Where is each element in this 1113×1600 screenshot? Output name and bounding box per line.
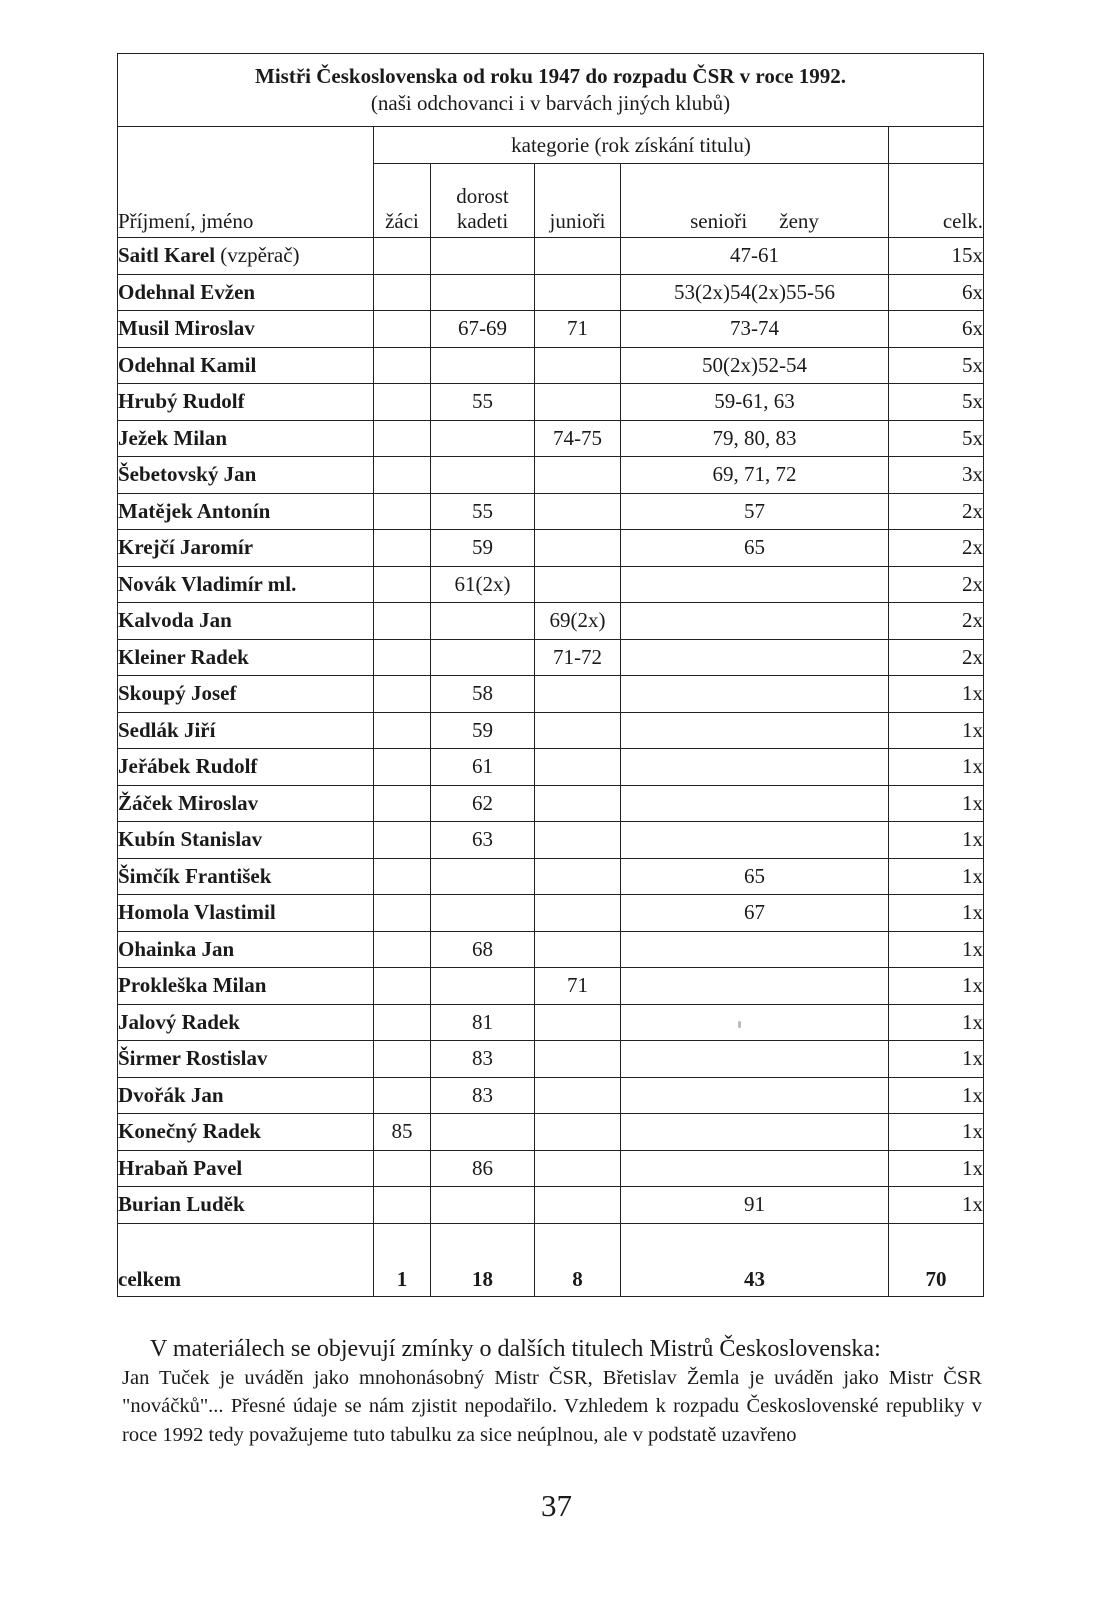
celk-cell: 1x [889, 822, 984, 859]
table-row [118, 1077, 984, 1114]
juniori-cell: 69(2x) [535, 603, 621, 640]
dorost-cell: 58 [431, 676, 535, 713]
champion-name: Ježek Milan [118, 420, 374, 457]
dorost-cell: 81 [431, 1004, 535, 1041]
seniori-cell [621, 785, 889, 822]
champion-name: Skoupý Josef [118, 676, 374, 713]
juniori-cell [535, 530, 621, 567]
table-title: Mistři Československa od roku 1947 do rozpadu ČSR v roce 1992. [255, 64, 847, 88]
seniori-cell: 67 [621, 895, 889, 932]
dorost-cell: 55 [431, 384, 535, 421]
celk-cell: 1x [889, 1077, 984, 1114]
zaci-cell: 85 [374, 1114, 431, 1151]
zaci-cell [374, 384, 431, 421]
seniori-cell: 91 [621, 1187, 889, 1224]
zaci-cell [374, 895, 431, 932]
table-row [118, 274, 984, 311]
dorost-cell: 62 [431, 785, 535, 822]
seniori-cell: 50(2x)52-54 [621, 347, 889, 384]
champion-name: Sedlák Jiří [118, 712, 374, 749]
juniori-cell [535, 785, 621, 822]
table-row [118, 749, 984, 786]
celk-cell: 15x [889, 238, 984, 275]
juniori-cell [535, 274, 621, 311]
seniori-cell [621, 1077, 889, 1114]
juniori-column-header: junioři [535, 164, 621, 238]
dorost-cell: 61 [431, 749, 535, 786]
dorost-cell: 61(2x) [431, 566, 535, 603]
juniori-cell [535, 1187, 621, 1224]
paragraph-first-line: V materiálech se objevují zmínky o dalších titulech Mistrů Československa: [150, 1336, 881, 1362]
table-row [118, 493, 984, 530]
celk-cell: 5x [889, 420, 984, 457]
seniori-cell [621, 1114, 889, 1151]
zaci-cell [374, 238, 431, 275]
table-row [118, 1041, 984, 1078]
zaci-cell [374, 347, 431, 384]
juniori-cell [535, 1004, 621, 1041]
dorost-cell [431, 858, 535, 895]
celk-cell: 2x [889, 566, 984, 603]
juniori-cell: 71 [535, 311, 621, 348]
zaci-cell [374, 822, 431, 859]
champion-name: Prokleška Milan [118, 968, 374, 1005]
dorost-cell [431, 639, 535, 676]
juniori-cell [535, 749, 621, 786]
name-column-header: Příjmení, jméno [118, 127, 374, 238]
table-row [118, 968, 984, 1005]
dorost-column-header: dorost kadeti [431, 164, 535, 238]
table-row [118, 822, 984, 859]
table-row [118, 1187, 984, 1224]
seniori-cell: 65 [621, 530, 889, 567]
seniori-cell [621, 1041, 889, 1078]
seniori-cell [621, 566, 889, 603]
seniori-cell: 59-61, 63 [621, 384, 889, 421]
seniori-column-header: senioři ženy [621, 164, 889, 238]
juniori-cell [535, 712, 621, 749]
seniori-cell [621, 603, 889, 640]
seniori-cell [621, 1150, 889, 1187]
dorost-cell [431, 420, 535, 457]
seniori-cell [621, 822, 889, 859]
champion-name: Šebetovský Jan [118, 457, 374, 494]
seniori-cell: 79, 80, 83 [621, 420, 889, 457]
zaci-cell [374, 1187, 431, 1224]
celk-cell: 2x [889, 530, 984, 567]
champion-name: Dvořák Jan [118, 1077, 374, 1114]
seniori-cell: 57 [621, 493, 889, 530]
celk-cell: 1x [889, 1187, 984, 1224]
dorost-cell [431, 1187, 535, 1224]
champion-name: Kalvoda Jan [118, 603, 374, 640]
dorost-cell: 59 [431, 712, 535, 749]
juniori-cell [535, 493, 621, 530]
champion-name: Matějek Antonín [118, 493, 374, 530]
champion-name: Širmer Rostislav [118, 1041, 374, 1078]
juniori-cell [535, 1114, 621, 1151]
champion-name: Saitl Karel (vzpěrač) [118, 238, 374, 275]
juniori-cell [535, 895, 621, 932]
table-subtitle: (naši odchovanci i v barvách jiných klubů) [370, 91, 731, 115]
table-row [118, 1004, 984, 1041]
table-row [118, 457, 984, 494]
dorost-cell: 83 [431, 1041, 535, 1078]
seniori-cell [621, 1004, 889, 1041]
table-row [118, 530, 984, 567]
seniori-cell [621, 712, 889, 749]
dorost-cell [431, 895, 535, 932]
celk-cell: 5x [889, 347, 984, 384]
table-row [118, 238, 984, 275]
juniori-cell [535, 457, 621, 494]
zaci-cell [374, 530, 431, 567]
seniori-cell [621, 931, 889, 968]
celk-cell: 1x [889, 968, 984, 1005]
seniori-cell: 69, 71, 72 [621, 457, 889, 494]
zaci-cell [374, 1077, 431, 1114]
seniori-cell [621, 639, 889, 676]
champion-name: Homola Vlastimil [118, 895, 374, 932]
dorost-cell [431, 347, 535, 384]
table-row [118, 384, 984, 421]
scan-speck [738, 1021, 741, 1028]
champion-name: Konečný Radek [118, 1114, 374, 1151]
celk-cell: 1x [889, 1114, 984, 1151]
champion-name: Hrubý Rudolf [118, 384, 374, 421]
seniori-cell: 53(2x)54(2x)55-56 [621, 274, 889, 311]
celk-cell: 1x [889, 712, 984, 749]
seniori-cell [621, 968, 889, 1005]
champion-name: Musil Miroslav [118, 311, 374, 348]
dorost-cell: 55 [431, 493, 535, 530]
zaci-cell [374, 749, 431, 786]
category-header: kategorie (rok získání titulu) [374, 127, 889, 164]
table-row [118, 347, 984, 384]
dorost-cell [431, 1114, 535, 1151]
celk-cell: 1x [889, 895, 984, 932]
champion-name: Ohainka Jan [118, 931, 374, 968]
table-row [118, 676, 984, 713]
champion-name: Hrabaň Pavel [118, 1150, 374, 1187]
champion-name: Šimčík František [118, 858, 374, 895]
dorost-cell [431, 238, 535, 275]
table-row [118, 311, 984, 348]
juniori-cell [535, 347, 621, 384]
zaci-cell [374, 420, 431, 457]
celk-cell: 2x [889, 639, 984, 676]
zaci-cell [374, 566, 431, 603]
page-number: 37 [541, 1488, 572, 1523]
dorost-cell [431, 274, 535, 311]
zaci-cell [374, 493, 431, 530]
champion-name: Odehnal Evžen [118, 274, 374, 311]
total-dorost-cell: 18 [431, 1223, 535, 1296]
zaci-cell [374, 712, 431, 749]
dorost-cell: 68 [431, 931, 535, 968]
champions-table [117, 53, 984, 1297]
celk-cell: 5x [889, 384, 984, 421]
celk-cell: 1x [889, 749, 984, 786]
table-row [118, 895, 984, 932]
celk-cell: 1x [889, 1004, 984, 1041]
dorost-cell: 59 [431, 530, 535, 567]
celk-cell: 6x [889, 311, 984, 348]
table-row [118, 931, 984, 968]
celk-cell: 1x [889, 1041, 984, 1078]
juniori-cell [535, 931, 621, 968]
dorost-cell: 86 [431, 1150, 535, 1187]
juniori-cell: 74-75 [535, 420, 621, 457]
champion-name: Kleiner Radek [118, 639, 374, 676]
champion-name: Burian Luděk [118, 1187, 374, 1224]
dorost-cell: 67-69 [431, 311, 535, 348]
dorost-cell [431, 603, 535, 640]
zaci-cell [374, 968, 431, 1005]
juniori-cell [535, 822, 621, 859]
juniori-cell [535, 1150, 621, 1187]
zaci-cell [374, 858, 431, 895]
celk-cell: 1x [889, 676, 984, 713]
closing-paragraph [122, 1335, 982, 1449]
juniori-cell [535, 1077, 621, 1114]
total-celk-cell: 70 [889, 1223, 984, 1296]
table-row [118, 785, 984, 822]
celk-cell: 1x [889, 785, 984, 822]
juniori-cell [535, 384, 621, 421]
total-zaci-cell: 1 [374, 1223, 431, 1296]
juniori-cell [535, 858, 621, 895]
table-row [118, 603, 984, 640]
dorost-cell [431, 457, 535, 494]
seniori-cell [621, 676, 889, 713]
juniori-cell: 71 [535, 968, 621, 1005]
table-title-row [118, 54, 984, 127]
juniori-cell [535, 676, 621, 713]
table-row [118, 1114, 984, 1151]
celk-column-header: celk. [889, 164, 984, 238]
total-label-cell: celkem [118, 1223, 374, 1296]
total-juniori-cell: 8 [535, 1223, 621, 1296]
table-row [118, 1150, 984, 1187]
zaci-cell [374, 457, 431, 494]
juniori-cell [535, 566, 621, 603]
zaci-cell [374, 1041, 431, 1078]
champion-name: Krejčí Jaromír [118, 530, 374, 567]
table-row [118, 858, 984, 895]
champion-name: Odehnal Kamil [118, 347, 374, 384]
total-row [118, 1223, 984, 1296]
champion-note: (vzpěrač) [220, 243, 300, 268]
zaci-cell [374, 274, 431, 311]
champion-name: Jeřábek Rudolf [118, 749, 374, 786]
dorost-cell: 63 [431, 822, 535, 859]
seniori-cell: 73-74 [621, 311, 889, 348]
celk-cell: 2x [889, 493, 984, 530]
juniori-cell: 71-72 [535, 639, 621, 676]
dorost-cell: 83 [431, 1077, 535, 1114]
table-row [118, 712, 984, 749]
champion-name: Kubín Stanislav [118, 822, 374, 859]
total-seniori-cell: 43 [621, 1223, 889, 1296]
paragraph-body: Jan Tuček je uváděn jako mnohonásobný Mistr ČSR, Břetislav Žemla je uváděn jako Mistr ČSR "nováčků"... Přesné údaje se nám zjistit nepodařilo. Vzhledem k rozpadu Československé republiky v roce 1992 tedy považujeme tuto tabulku za sice neúplnou, ale v podstatě uzavřeno [122, 1366, 982, 1446]
seniori-cell: 47-61 [621, 238, 889, 275]
zaci-column-header: žáci [374, 164, 431, 238]
seniori-cell [621, 749, 889, 786]
zaci-cell [374, 1004, 431, 1041]
table-row [118, 566, 984, 603]
dorost-cell [431, 968, 535, 1005]
juniori-cell [535, 1041, 621, 1078]
zaci-cell [374, 311, 431, 348]
juniori-cell [535, 238, 621, 275]
zaci-cell [374, 931, 431, 968]
celk-cell: 3x [889, 457, 984, 494]
champion-name: Novák Vladimír ml. [118, 566, 374, 603]
celk-cell: 1x [889, 858, 984, 895]
zaci-cell [374, 1150, 431, 1187]
zaci-cell [374, 603, 431, 640]
celk-cell: 1x [889, 931, 984, 968]
zaci-cell [374, 785, 431, 822]
celk-cell: 6x [889, 274, 984, 311]
table-row [118, 420, 984, 457]
category-header-row [118, 127, 984, 164]
table-row [118, 639, 984, 676]
zaci-cell [374, 676, 431, 713]
seniori-cell: 65 [621, 858, 889, 895]
celk-cell: 1x [889, 1150, 984, 1187]
zaci-cell [374, 639, 431, 676]
celk-cell: 2x [889, 603, 984, 640]
champion-name: Jalový Radek [118, 1004, 374, 1041]
champion-name: Žáček Miroslav [118, 785, 374, 822]
